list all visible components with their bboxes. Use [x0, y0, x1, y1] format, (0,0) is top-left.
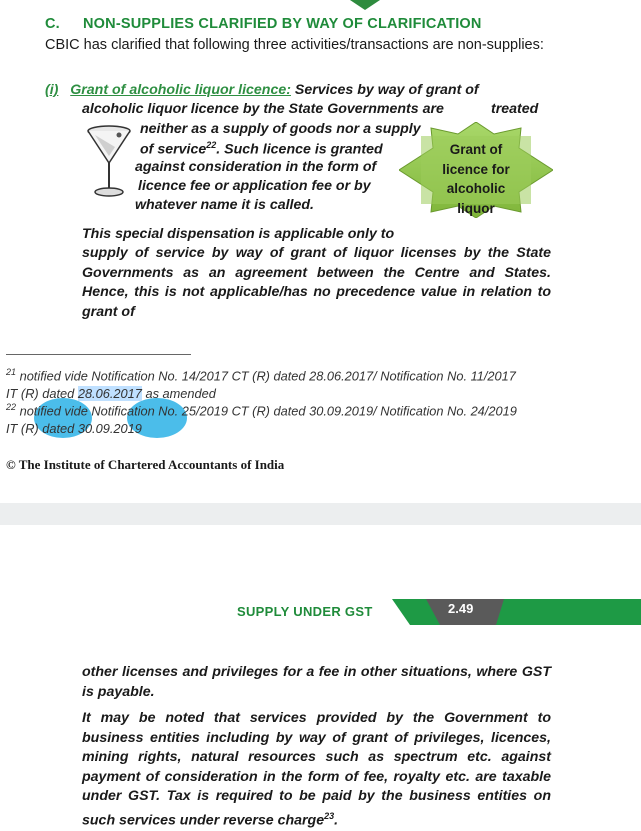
item-line7: whatever name it is called.	[135, 197, 314, 213]
section-heading	[45, 16, 482, 32]
footnote-22	[6, 399, 566, 437]
item-line2-text: alcoholic liquor licence by the State Governments are	[82, 101, 444, 117]
cocktail-glass-icon	[85, 123, 133, 199]
dispensation-para-first: This special dispensation is applicable only to	[82, 226, 395, 242]
footnote-21-line2-b: as amended	[141, 385, 216, 401]
copyright-text: © The Institute of Chartered Accountants of India	[6, 457, 285, 472]
header-band	[392, 599, 641, 625]
badge-text	[423, 140, 529, 218]
badge-line3: alcoholic	[446, 181, 506, 196]
item-line2	[82, 101, 444, 117]
page2-para2	[82, 709, 551, 831]
page-gap	[0, 503, 641, 525]
dispensation-para: supply of service by way of grant of liquor licenses by the State Governments as an agreement between the Centre and States. Hence, this is not applicable/has no precedence value in relation to grant of	[82, 245, 551, 320]
item-line3: neither as a supply of goods nor a supply	[140, 121, 421, 137]
section-title: NON-SUPPLIES CLARIFIED BY WAY OF CLARIFICATION	[83, 16, 482, 32]
item-line2-end: treated	[491, 101, 539, 117]
item-heading-line	[45, 82, 479, 98]
badge-line4: liquor	[457, 200, 495, 216]
footnote-ref-22[interactable]: 22	[206, 140, 217, 150]
footnote-22-line1: notified vide Notification No. 25/2019 CT (R) dated 30.09.2019/ Notification No. 24/2019	[19, 403, 517, 419]
footnote-21-highlighted-date[interactable]: 28.06.2017	[77, 385, 142, 401]
item-line4-b: . Such licence is granted	[216, 141, 383, 158]
footnote-21	[6, 364, 566, 402]
item-line5: against consideration in the form of	[135, 159, 377, 175]
badge-line2: licence for	[442, 161, 510, 177]
footnote-22-line2: IT (R) dated 30.09.2019	[6, 420, 142, 436]
intro-text: CBIC has clarified that following three activities/transactions are non-supplies:	[45, 37, 544, 53]
item-number[interactable]: (i)	[45, 82, 59, 98]
item-line4	[140, 140, 383, 158]
item-line4-a: of service	[140, 141, 207, 158]
page2-para1: other licenses and privileges for a fee in other situations, where GST is payable.	[82, 664, 551, 700]
running-title: SUPPLY UNDER GST	[237, 604, 373, 619]
badge-line1: Grant of	[449, 142, 503, 157]
section-letter: C.	[45, 16, 60, 32]
footnote-21-number: 21	[6, 367, 17, 377]
page-number: 2.49	[448, 601, 474, 616]
item-line1-rest: Services by way of grant of	[294, 82, 479, 98]
page2-para2-text: It may be noted that services provided by the Government to business entities including by way of grant of privileges, licences, mining rights, natural resources such as spectrum etc. against payment of consideration in the form of fee, royalty etc. are taxable under GST. Tax is required to be paid by the business entities on such services under reverse charge	[82, 710, 551, 829]
footnote-22-number: 22	[6, 402, 17, 412]
footnote-21-line1: notified vide Notification No. 14/2017 CT (R) dated 28.06.2017/ Notification No. 11/2017	[19, 368, 516, 384]
footnote-divider	[6, 354, 191, 355]
footnote-21-line2-a: IT (R) dated	[6, 385, 78, 401]
page2-para2-end: .	[334, 812, 339, 829]
page-top-marker	[350, 0, 380, 10]
item-line6: licence fee or application fee or by	[138, 178, 371, 194]
item-title-link[interactable]: Grant of alcoholic liquor licence:	[70, 82, 291, 98]
footnote-ref-23[interactable]: 23	[324, 810, 335, 821]
